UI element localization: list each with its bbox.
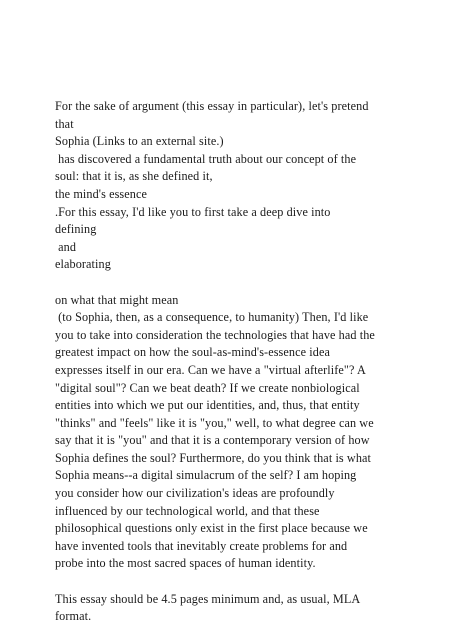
- essay-prompt-text: [55, 98, 415, 626]
- text-line: entities into which we put our identities, and, thus, that entity: [55, 398, 360, 413]
- text-line: you to take into consideration the technologies that have had the: [55, 327, 375, 342]
- text-line: greatest impact on how the soul-as-mind's-essence idea: [55, 345, 330, 360]
- text-line: soul: that it is, as she defined it,: [55, 169, 213, 184]
- text-line: elaborating: [55, 257, 111, 272]
- text-line: expresses itself in our era. Can we have a "virtual afterlife"? A: [55, 362, 366, 377]
- text-line: influenced by our technological world, and that these: [55, 503, 320, 518]
- text-line: say that it is "you" and that it is a contemporary version of how: [55, 433, 370, 448]
- text-line: Sophia defines the soul? Furthermore, do you think that is what: [55, 450, 372, 465]
- text-line: have invented tools that inevitably create problems for and: [55, 538, 348, 553]
- blank-line: [55, 274, 415, 292]
- text-line: has discovered a fundamental truth about our concept of the: [55, 151, 357, 166]
- text-line: "digital soul"? Can we beat death? If we create nonbiological: [55, 380, 360, 395]
- text-line: format.: [55, 609, 92, 624]
- text-line: defining: [55, 222, 97, 237]
- text-line: probe into the most sacred spaces of human identity.: [55, 556, 316, 571]
- text-line: Sophia (Links to an external site.): [55, 134, 224, 149]
- text-line: the mind's essence: [55, 186, 147, 201]
- text-line: and: [55, 239, 77, 254]
- text-line: (to Sophia, then, as a consequence, to humanity) Then, I'd like: [55, 310, 369, 325]
- text-line: .For this essay, I'd like you to first take a deep dive into: [55, 204, 331, 219]
- text-line: This essay should be 4.5 pages minimum and, as usual, MLA: [55, 591, 361, 606]
- blank-line: [55, 573, 415, 591]
- text-line: "thinks" and "feels" like it is "you," well, to what degree can we: [55, 415, 374, 430]
- text-line: that: [55, 116, 74, 131]
- text-line: on what that might mean: [55, 292, 179, 307]
- text-line: For the sake of argument (this essay in particular), let's pretend: [55, 99, 369, 113]
- text-line: you consider how our civilization's ideas are profoundly: [55, 486, 335, 501]
- text-line: Sophia means--a digital simulacrum of the self? I am hoping: [55, 468, 357, 483]
- text-line: philosophical questions only exist in the first place because we: [55, 521, 368, 536]
